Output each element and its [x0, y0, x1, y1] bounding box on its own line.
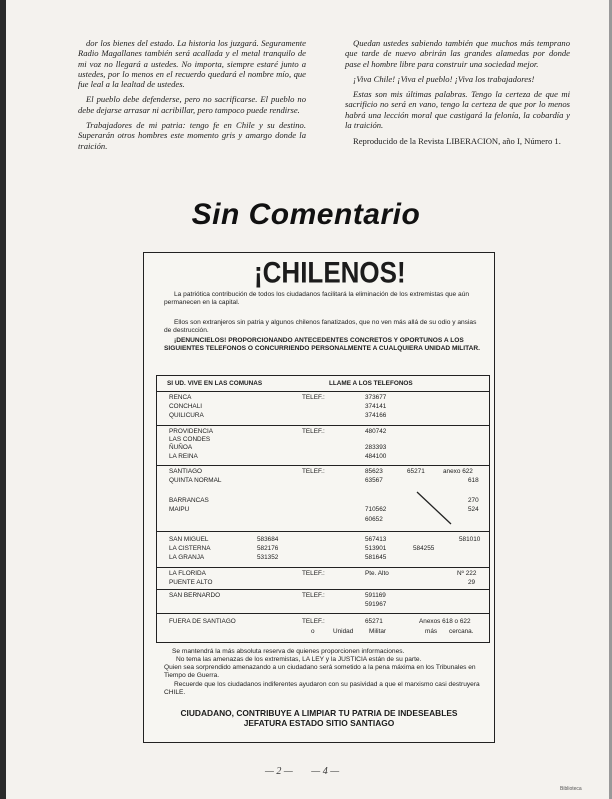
- phone-number: 374141: [365, 403, 387, 410]
- notice-paragraph: La patriótica contribución de todos los ciudadanos facilitará la eliminación de los extremistas que aún permanecen en la capital.: [164, 291, 470, 307]
- article-paragraph: dor los bienes del estado. La historia los juzgará. Seguramente Radio Magallanes también será acallada y el metal tranquilo de mi voz no llegará a ustedes. No importa, siempre estaré junto a ustedes, por lo menos en el recuerdo quedará el nombre mío, que fue leal a la lealtad de ustedes.: [78, 38, 306, 90]
- table-row: [157, 567, 489, 590]
- comuna: LA GRANJA: [169, 554, 205, 561]
- notice-paragraph: Ellos son extranjeros sin patria y algunos chilenos fanatizados, que no ven más allá de su odio y ansias de destrucción.: [164, 319, 477, 335]
- notice-call-to-action: ¡DENUNCIELOS! PROPORCIONANDO ANTECEDENTES CONCRETOS Y OPORTUNOS A LOS SIGUIENTES TELEFONOS O CONCURRIENDO PERSONALMENTE A CUALQUIERA UNIDAD MILITAR.: [164, 337, 481, 353]
- word: o: [311, 628, 315, 635]
- notice-footer-text: No tema las amenazas de los extremistas, LA LEY y la JUSTICIA están de su parte.: [176, 656, 422, 663]
- anexo: anexo 622: [443, 468, 473, 475]
- notice-footer-text: Quien sea sorprendido amenazando a un ciudadano será sometido a la pena máxima en los Tribunales en Tiempo de Guerra.: [164, 664, 476, 680]
- anexo: 524: [468, 506, 479, 513]
- phone-number: 484100: [365, 453, 387, 460]
- comuna: LA REINA: [169, 453, 198, 460]
- page-number: — 4 —: [311, 766, 340, 777]
- page-number: — 2 —: [265, 766, 293, 777]
- article-paragraph: Quedan ustedes sabiendo también que muchos más temprano que tarde de nuevo abrirán las grandes alamedas por donde pase el hombre libre para construir una sociedad mejor.: [345, 38, 570, 69]
- phone-number: 581645: [365, 554, 387, 561]
- phone-number: 531352: [257, 554, 279, 561]
- article-left-column: [78, 38, 306, 156]
- notice-footer-text: Recuerde que los ciudadanos indiferentes ayudaron con su pasividad a que el marxismo casi destruyera CHILE.: [164, 681, 480, 697]
- diagonal-stroke: [415, 490, 455, 526]
- exchange-label: Pte. Alto: [365, 570, 389, 577]
- word: cercana.: [449, 628, 474, 635]
- comuna: SANTIAGO: [169, 468, 203, 475]
- phone-number: 63567: [365, 477, 383, 484]
- table-row: [157, 391, 489, 426]
- comuna: LA CISTERNA: [169, 545, 211, 552]
- header-telefonos: LLAME A LOS TELEFONOS: [329, 380, 413, 387]
- telef-label: TELEF.:: [302, 468, 325, 475]
- phone-number: 582176: [257, 545, 279, 552]
- closing-line: CIUDADANO, CONTRIBUYE A LIMPIAR TU PATRIA DE INDESEABLES: [180, 708, 458, 718]
- phone-number: 567413: [365, 536, 387, 543]
- header-comunas: SI UD. VIVE EN LAS COMUNAS: [167, 380, 263, 387]
- notice-closing: [158, 708, 480, 728]
- phone-number: 85623: [365, 468, 383, 475]
- phone-number: 374166: [365, 412, 387, 419]
- comuna: RENCA: [169, 394, 192, 401]
- anexo: 618: [468, 477, 479, 484]
- phone-number: 591967: [365, 601, 387, 608]
- phone-number: 65271: [365, 618, 383, 625]
- phone-number: 584255: [413, 545, 435, 552]
- article-paragraph: El pueblo debe defenderse, pero no sacrificarse. El pueblo no debe dejarse arrasar ni acribillar, pero tampoco puede rendirse.: [78, 94, 306, 115]
- notice-title: ¡CHILENOS!: [254, 255, 406, 290]
- page-headline: Sin Comentario: [191, 198, 421, 231]
- phone-number: 513901: [365, 545, 387, 552]
- phone-number: 29: [468, 579, 476, 586]
- anexo: Anexos 618 o 622: [419, 618, 471, 625]
- notice-footer-text: Se mantendrá la más absoluta reserva de quienes proporcionen informaciones.: [172, 648, 405, 655]
- phone-number: 283393: [365, 444, 387, 451]
- comuna: ÑUÑOA: [169, 444, 193, 451]
- telef-label: TELEF.:: [302, 592, 325, 599]
- phone-table: [156, 375, 490, 643]
- library-watermark: Biblioteca: [560, 786, 582, 792]
- word: más: [425, 628, 438, 635]
- notice-box: [143, 252, 495, 743]
- table-row: [157, 465, 489, 532]
- scan-edge-left: [0, 0, 6, 799]
- phone-number: 480742: [365, 428, 387, 435]
- comuna: QUILICURA: [169, 412, 204, 419]
- comuna: PROVIDENCIA: [169, 428, 214, 435]
- article-right-column: [345, 38, 570, 152]
- table-row: [157, 613, 489, 640]
- comuna: MAIPU: [169, 506, 190, 513]
- comuna: CONCHALI: [169, 403, 203, 410]
- phone-number: 60652: [365, 516, 383, 523]
- comuna: QUINTA NORMAL: [169, 477, 222, 484]
- telef-label: TELEF.:: [302, 618, 325, 625]
- comuna: SAN MIGUEL: [169, 536, 209, 543]
- comuna: FUERA DE SANTIAGO: [169, 618, 236, 625]
- table-row: [157, 589, 489, 614]
- reproduction-note: Reproducido de la Revista LIBERACION, año I, Número 1.: [353, 136, 561, 147]
- comuna: LAS CONDES: [169, 436, 211, 443]
- comuna: LA FLORIDA: [169, 570, 206, 577]
- anexo: 270: [468, 497, 479, 504]
- article-paragraph: ¡Viva Chile! ¡Viva el pueblo! ¡Viva los trabajadores!: [353, 73, 535, 84]
- phone-number: 710562: [365, 506, 387, 513]
- article-paragraph: Estas son mis últimas palabras. Tengo la certeza de que mi sacrificio no será en vano, tengo la certeza de que por lo menos habrá una lección moral que castigará la felonía, la cobardía y la traición.: [345, 89, 570, 131]
- table-header: [157, 376, 489, 392]
- comuna: PUENTE ALTO: [169, 579, 213, 586]
- phone-number: Nº 222: [457, 570, 477, 577]
- article-paragraph: Trabajadores de mi patria: tengo fe en Chile y su destino. Superarán otros hombres este momento gris y amargo donde la traición.: [78, 120, 306, 151]
- phone-number: 583684: [257, 536, 279, 543]
- phone-number: 373677: [365, 394, 387, 401]
- table-row: [157, 531, 489, 568]
- word: Militar: [369, 628, 387, 635]
- telef-label: TELEF.:: [302, 394, 325, 401]
- telef-label: TELEF.:: [302, 570, 325, 577]
- word: Unidad: [333, 628, 354, 635]
- page-numbers: [265, 766, 355, 777]
- comuna: BARRANCAS: [169, 497, 209, 504]
- phone-number: 581010: [459, 536, 481, 543]
- closing-signature: JEFATURA ESTADO SITIO SANTIAGO: [243, 718, 395, 728]
- telef-label: TELEF.:: [302, 428, 325, 435]
- phone-number: 65271: [407, 468, 425, 475]
- table-row: [157, 425, 489, 466]
- phone-number: 591169: [365, 592, 386, 599]
- comuna: SAN BERNARDO: [169, 592, 221, 599]
